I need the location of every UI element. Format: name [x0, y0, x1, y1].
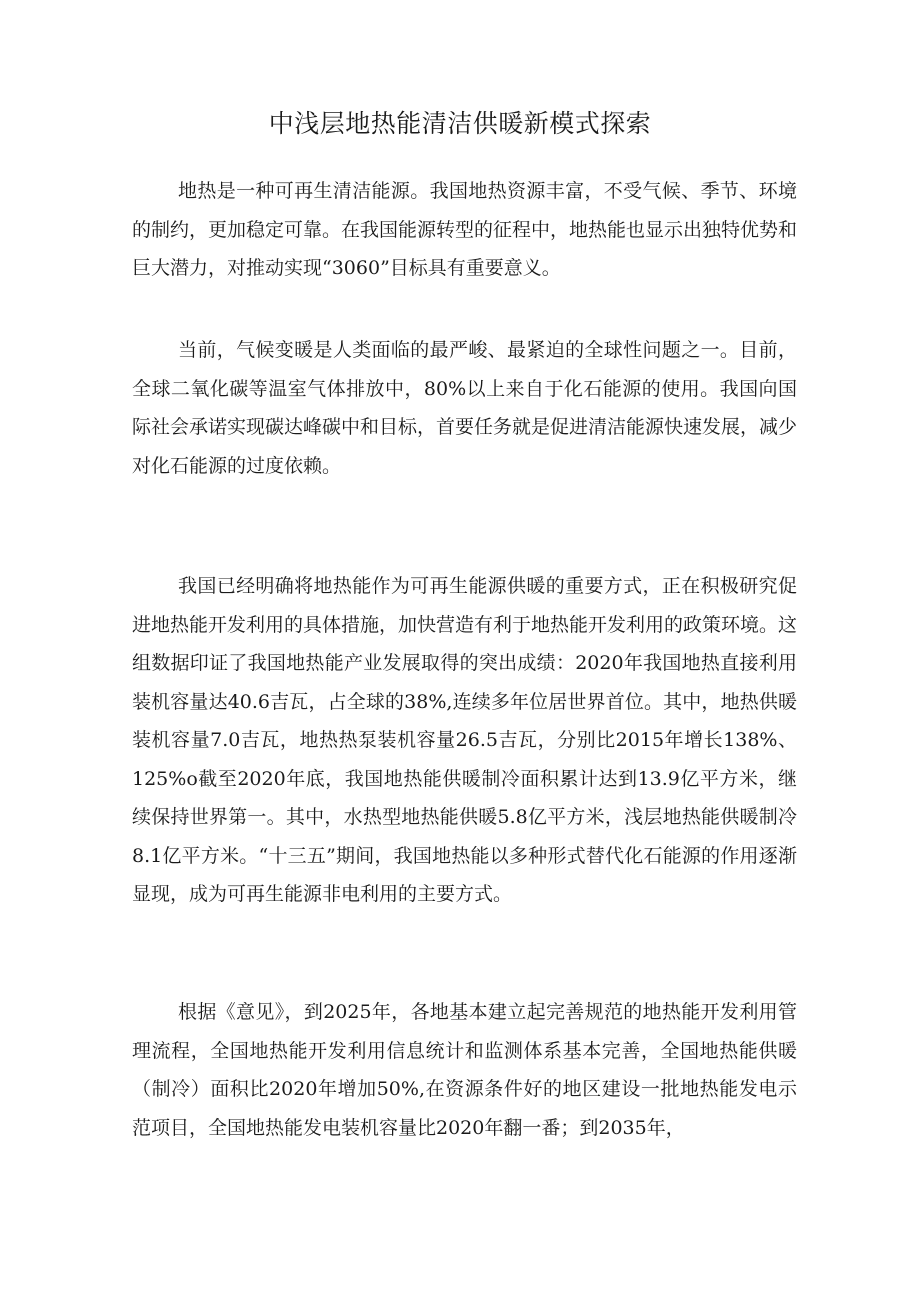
paragraph-3: 我国已经明确将地热能作为可再生能源供暖的重要方式，正在积极研究促进地热能开发利用的具体措施，加快营造有利于地热能开发利用的政策环境。这组数据印证了我国地热能产业发展取得的突出成绩：2020年我国地热直接利用装机容量达40.6吉瓦，占全球的38%,连续多年位居世界首位。其中，地热供暖装机容量7.0吉瓦，地热热泵装机容量26.5吉瓦，分别比2015年增长138%、125%o截至2020年底，我国地热能供暖制冷面积累计达到13.9亿平方米，继续保持世界第一。其中，水热型地热能供暖5.8亿平方米，浅层地热能供暖制冷8.1亿平方米。“十三五”期间，我国地热能以多种形式替代化石能源的作用逐渐显现，成为可再生能源非电利用的主要方式。	[132, 575, 798, 905]
paragraph-1: 地热是一种可再生清洁能源。我国地热资源丰富，不受气候、季节、环境的制约，更加稳定可靠。在我国能源转型的征程中，地热能也显示出独特优势和巨大潜力，对推动实现“3060”目标具有重要意义。	[132, 180, 798, 279]
paragraph-4: 根据《意见》，到2025年，各地基本建立起完善规范的地热能开发利用管理流程，全国地热能开发利用信息统计和监测体系基本完善，全国地热能供暖（制冷）面积比2020年增加50%,在资源条件好的地区建设一批地热能发电示范项目，全国地热能发电装机容量比2020年翻一番；到2035年，	[132, 1001, 797, 1139]
paragraph-2: 当前，气候变暖是人类面临的最严峻、最紧迫的全球性问题之一。目前，全球二氧化碳等温室气体排放中，80%以上来自于化石能源的使用。我国向国际社会承诺实现碳达峰碳中和目标，首要任务就是促进清洁能源快速发展，减少对化石能源的过度依赖。	[132, 339, 798, 477]
document-title: 中浅层地热能清洁供暖新模式探索	[268, 109, 652, 138]
